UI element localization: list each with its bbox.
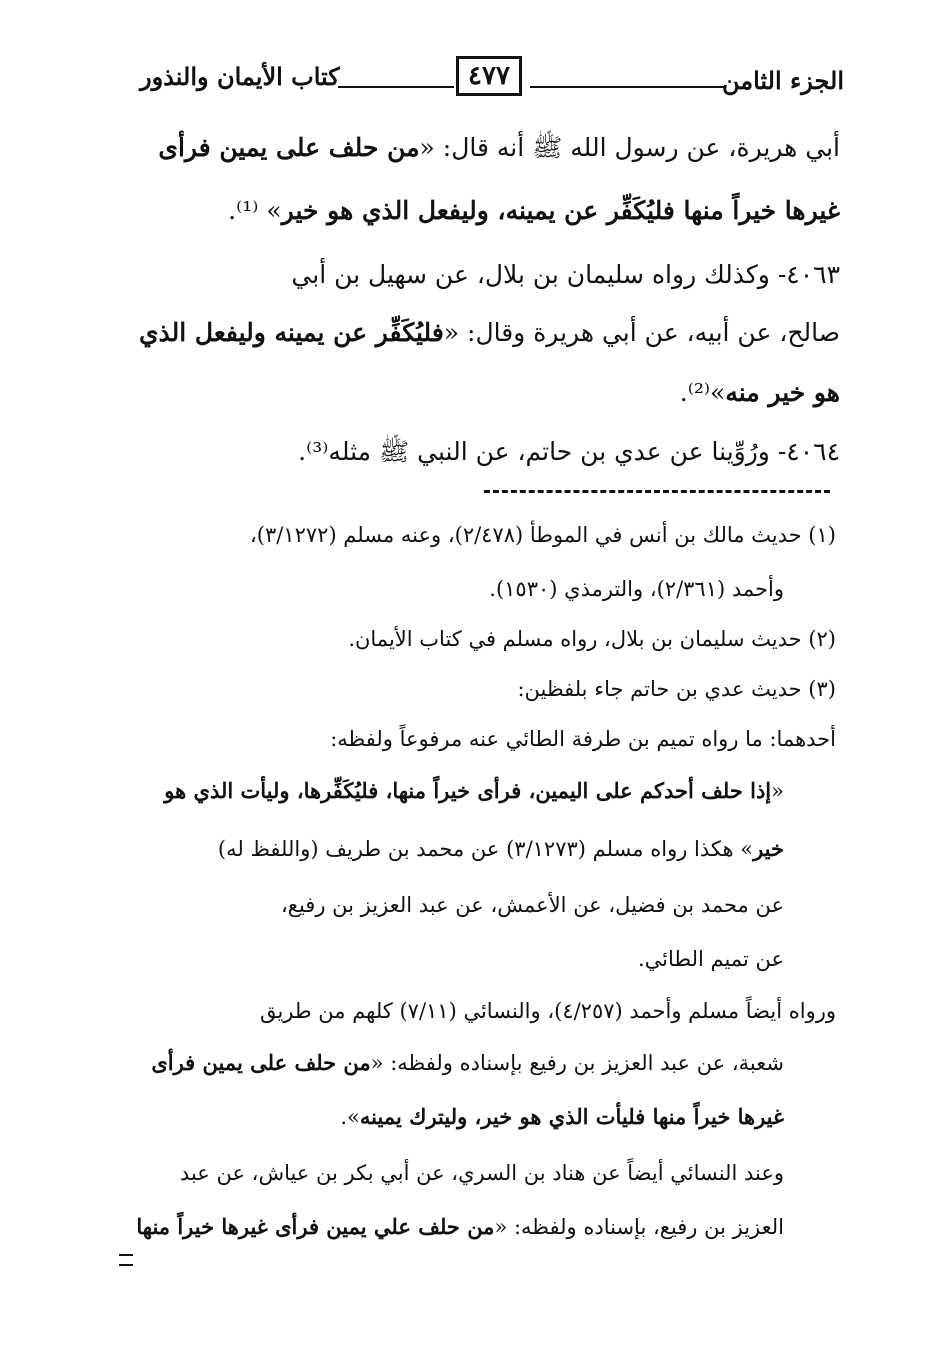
text-run: وأحمد (٢/٣٦١)، والترمذي (١٥٣٠). [489,577,784,601]
text-run: » ⁽¹⁾. [228,196,282,225]
footnote-line [517,676,836,701]
footnote-line [151,1050,784,1075]
hadith-text: هو خير منه [725,378,840,407]
footnote-line [250,522,836,547]
text-run: » هكذا رواه مسلم (٣/١٢٧٣) عن محمد بن طريف (واللفظ له) [217,837,754,861]
text-run: شعبة، عن عبد العزيز بن رفيع بإسناده ولفظه: « [370,1051,784,1075]
text-run: « [771,779,784,803]
hadith-text: إذا حلف أحدكم على اليمين، فرأى خيراً منها، فليُكَفِّرها، وليأت الذي هو [164,778,772,803]
text-run: صالح، عن أبيه، عن أبي هريرة وقال: « [443,318,840,347]
main-line [139,318,840,347]
main-line [228,196,840,225]
text-run: (٣) حديث عدي بن حاتم جاء بلفظين: [517,677,836,701]
main-line [158,132,840,169]
footnote-separator [484,490,830,493]
hadith-text: غيرها خيراً منها فليأت الذي هو خير، وليترك يمينه [359,1104,784,1129]
main-line [298,436,840,473]
text-run: ». [340,1105,360,1129]
hadith-text: من حلف على يمين فرأى [158,133,420,162]
footnote-line [489,576,784,601]
footnote-line [164,778,784,803]
footnote-line [218,836,784,861]
text-run: ٤٠٦٣- وكذلك رواه سليمان بن بلال، عن سهيل بن أبي [291,260,840,289]
footnote-line [638,946,784,971]
hadith-text: من حلف على يمين فرأى [151,1050,371,1075]
footnote-line [281,892,784,917]
hadith-text: خير [753,836,784,861]
text-run: عن تميم الطائي. [637,947,784,971]
footnote-line [180,1160,784,1185]
page-number-box [456,56,522,96]
header-rule-left [338,86,454,88]
continuation-mark [119,1254,133,1266]
text-run: عن محمد بن فضيل، عن الأعمش، عن عبد العزيز بن رفيع، [281,893,784,917]
text-run: (٢) حديث سليمان بن بلال، رواه مسلم في كتاب الأيمان. [348,627,836,651]
text-run: »⁽²⁾. [679,378,726,407]
footnote-line [260,998,836,1023]
footnote-line [136,1214,784,1239]
header-rule-right [530,86,726,88]
hadith-text: فليُكَفِّر عن يمينه وليفعل الذي [138,318,444,347]
hadith-text: غيرها خيراً منها فليُكَفِّر عن يمينه، وليفعل الذي هو خير [281,196,840,225]
text-run: العزيز بن رفيع، بإسناده ولفظه: « [494,1215,784,1239]
text-run: (١) حديث مالك بن أنس في الموطأ (٢/٤٧٨)، وعنه مسلم (٣/١٢٧٢)، [249,523,836,547]
text-run: أحدهما: ما رواه تميم بن طرفة الطائي عنه مرفوعاً ولفظه: [330,727,836,751]
header-part-title: الجزء الثامن [721,66,844,95]
footnote-line [340,1104,784,1129]
page-number: ٤٧٧ [468,61,510,91]
main-line [291,260,840,289]
text-run: وعند النسائي أيضاً عن هناد بن السري، عن أبي بكر بن عياش، عن عبد [179,1161,784,1185]
footnote-line [348,626,836,651]
main-line [680,378,840,407]
text-run: ٤٠٦٤- ورُوِّينا عن عدي بن حاتم، عن النبي ﷺ مثله⁽³⁾. [298,437,840,466]
header-book-title: كتاب الأيمان والنذور [140,62,340,91]
hadith-text: من حلف علي يمين فرأى غيرها خيراً منها [136,1214,495,1239]
footnote-line [330,726,836,751]
text-run: أبي هريرة، عن رسول الله ﷺ أنه قال: « [419,133,840,162]
text-run: ورواه أيضاً مسلم وأحمد (٤/٢٥٧)، والنسائي (٧/١١) كلهم من طريق [259,999,836,1023]
